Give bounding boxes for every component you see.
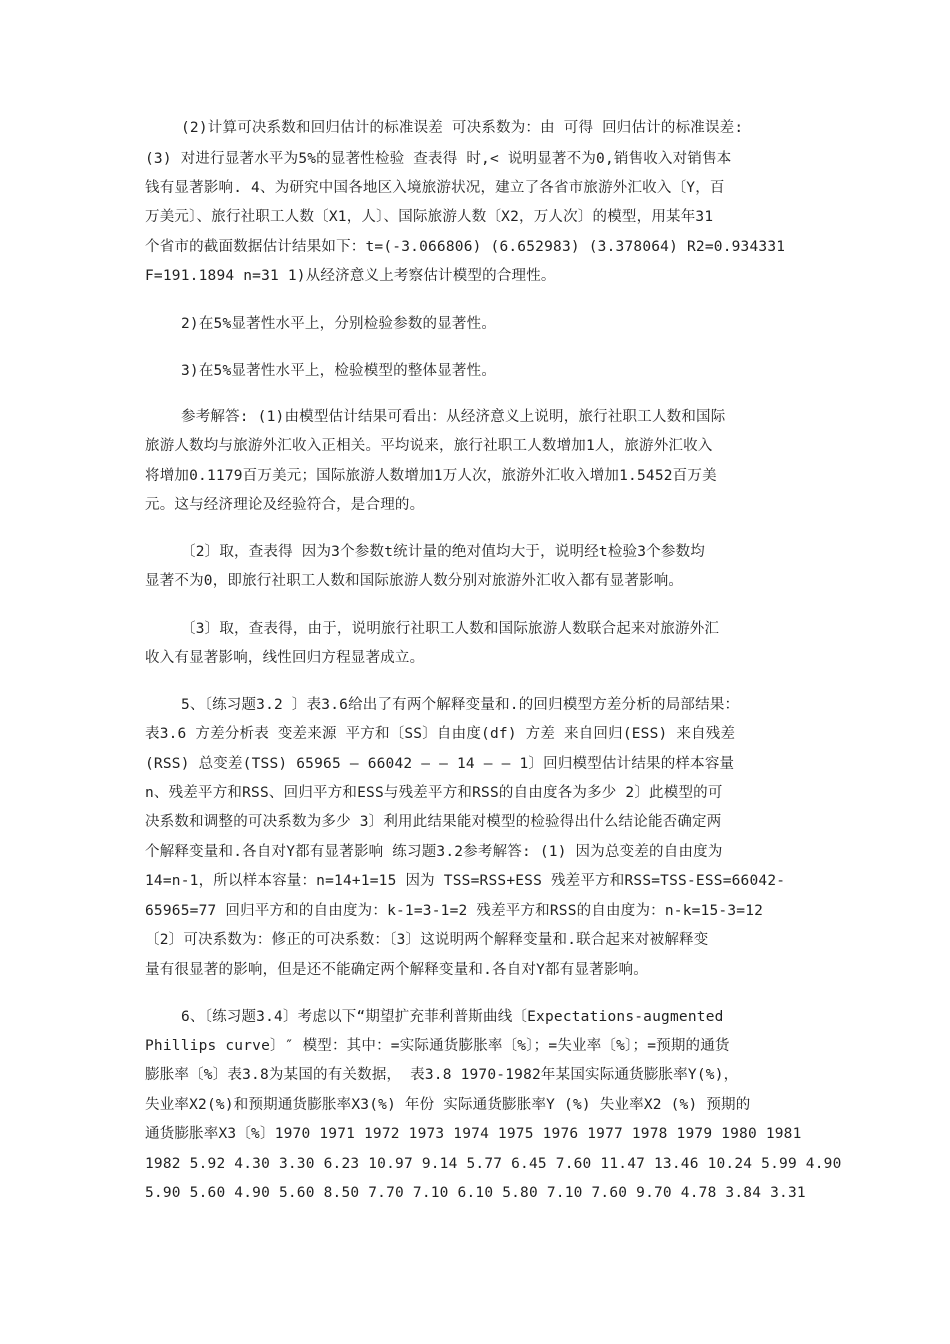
text-line: 膨胀率〔%〕表3.8为某国的有关数据， 表3.8 1970-1982年某国实际通货膨胀率Y(%)，: [145, 1067, 739, 1083]
text-line: 表3.6 方差分析表 变差来源 平方和〔SS〕自由度(df) 方差 来自回归(ESS) 来自残差: [145, 726, 736, 742]
text-line: 〔2〕可决系数为：修正的可决系数：〔3〕这说明两个解释变量和.联合起来对被解释变: [145, 932, 709, 948]
text-line: 3)在5%显著性水平上，检验模型的整体显著性。: [181, 363, 497, 379]
text-line: 6、〔练习题3.4〕考虑以下“期望扩充菲利普斯曲线〔Expectations-augmented: [181, 1009, 724, 1025]
text-line: (3) 对进行显著水平为5%的显著性检验 查表得 时,< 说明显著不为0,销售收入对销售本: [145, 151, 732, 167]
text-line: 钱有显著影响. 4、为研究中国各地区入境旅游状况，建立了各省市旅游外汇收入〔Y，百: [145, 180, 725, 196]
text-line: 1982 5.92 4.30 3.30 6.23 10.97 9.14 5.77 6.45 7.60 11.47 13.46 10.24 5.99 4.90: [145, 1156, 842, 1172]
text-line: 个省市的截面数据估计结果如下：t=(-3.066806) (6.652983) (3.378064) R2=0.934331: [145, 239, 786, 255]
text-line: (2)计算可决系数和回归估计的标准误差 可决系数为：由 可得 回归估计的标准误差:: [181, 120, 744, 136]
text-line: 将增加0.1179百万美元；国际旅游人数增加1万人次，旅游外汇收入增加1.5452百万美: [145, 468, 717, 484]
text-line: (RSS) 总变差(TSS) 65965 — 66042 — — 14 — — 1〕回归模型估计结果的样本容量: [145, 756, 735, 772]
text-line: 收入有显著影响，线性回归方程显著成立。: [145, 650, 425, 666]
text-line: 决系数和调整的可决系数为多少 3〕利用此结果能对模型的检验得出什么结论能否确定两: [145, 814, 722, 830]
text-line: 〔2〕取，查表得 因为3个参数t统计量的绝对值均大于，说明经t检验3个参数均: [181, 544, 705, 560]
text-line: 通货膨胀率X3〔%〕1970 1971 1972 1973 1974 1975 1976 1977 1978 1979 1980 1981: [145, 1126, 802, 1142]
text-line: 量有很显著的影响，但是还不能确定两个解释变量和.各自对Y都有显著影响。: [145, 962, 648, 978]
text-line: 旅游人数均与旅游外汇收入正相关。平均说来，旅行社职工人数增加1人，旅游外汇收入: [145, 438, 713, 454]
text-line: 失业率X2(%)和预期通货膨胀率X3(%) 年份 实际通货膨胀率Y (%) 失业率X2 (%) 预期的: [145, 1097, 751, 1113]
text-line: 元。这与经济理论及经验符合，是合理的。: [145, 497, 425, 513]
text-line: 65965=77 回归平方和的自由度为：k-1=3-1=2 残差平方和RSS的自由度为：n-k=15-3=12: [145, 903, 764, 919]
text-line: 万美元〕、旅行社职工人数〔X1，人〕、国际旅游人数〔X2，万人次〕的模型，用某年31: [145, 209, 714, 225]
text-line: 参考解答: (1)由模型估计结果可看出：从经济意义上说明，旅行社职工人数和国际: [181, 409, 726, 425]
text-line: 2)在5%显著性水平上，分别检验参数的显著性。: [181, 316, 497, 332]
text-line: 个解释变量和.各自对Y都有显著影响 练习题3.2参考解答: (1) 因为总变差的自由度为: [145, 844, 723, 860]
text-line: n、残差平方和RSS、回归平方和ESS与残差平方和RSS的自由度各为多少 2〕此模型的可: [145, 785, 723, 801]
text-line: 5.90 5.60 4.90 5.60 8.50 7.70 7.10 6.10 5.80 7.10 7.60 9.70 4.78 3.84 3.31: [145, 1185, 806, 1201]
text-line: 〔3〕取，查表得，由于，说明旅行社职工人数和国际旅游人数联合起来对旅游外汇: [181, 621, 720, 637]
text-line: 5、〔练习题3.2 〕表3.6给出了有两个解释变量和.的回归模型方差分析的局部结果：: [181, 697, 740, 713]
text-line: Phillips curve〕″ 模型：其中：=实际通货膨胀率〔%〕；=失业率〔%〕；=预期的通货: [145, 1038, 730, 1054]
text-line: 14=n-1，所以样本容量：n=14+1=15 因为 TSS=RSS+ESS 残差平方和RSS=TSS-ESS=66042-: [145, 873, 786, 889]
text-line: F=191.1894 n=31 1)从经济意义上考察估计模型的合理性。: [145, 268, 556, 284]
text-line: 显著不为0，即旅行社职工人数和国际旅游人数分别对旅游外汇收入都有显著影响。: [145, 573, 684, 589]
